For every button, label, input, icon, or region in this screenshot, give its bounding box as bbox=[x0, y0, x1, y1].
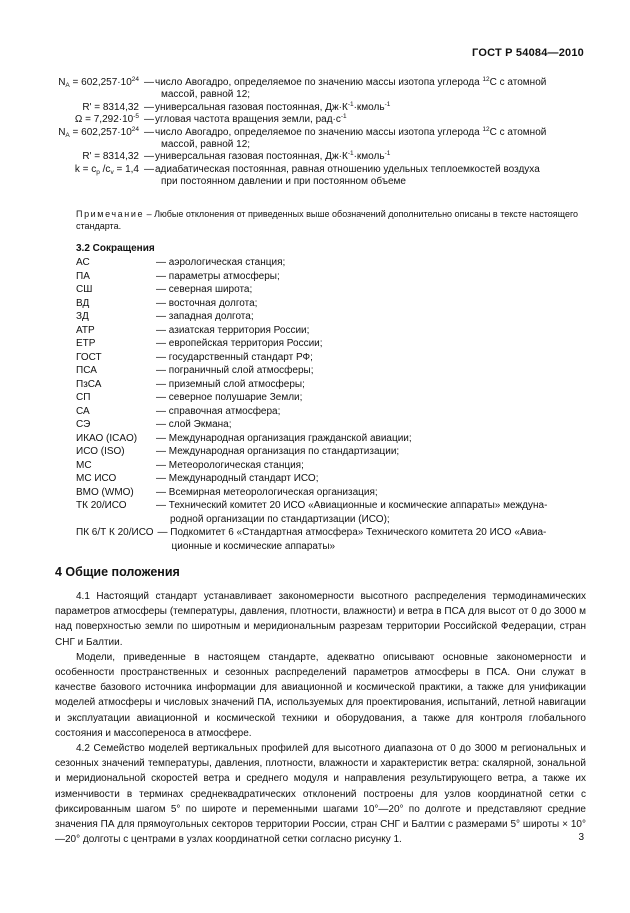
abbreviation-definition: — северная широта; bbox=[156, 284, 253, 295]
abbreviation-row bbox=[76, 364, 586, 378]
abbreviation-term: АТР bbox=[76, 324, 95, 336]
symbol-definition: число Авогадро, определяемое по значению массы изотопа углерода $^{12}$С с атомной массой, равной 12; bbox=[155, 125, 547, 151]
abbreviation-row bbox=[76, 256, 586, 270]
abbreviation-term: СА bbox=[76, 405, 90, 417]
abbreviation-row bbox=[76, 472, 586, 486]
symbol-definition: универсальная газовая постоянная, $Дж\cdot К^{-1}\cdot кмоль^{-1}$ bbox=[155, 100, 391, 113]
abbreviation-row bbox=[76, 459, 586, 473]
abbreviation-row bbox=[76, 297, 586, 311]
abbreviation-definition: — Международная организация по стандартизации; bbox=[156, 446, 400, 457]
section-body bbox=[55, 589, 586, 847]
abbreviation-definition: — азиатская территория России; bbox=[156, 324, 310, 336]
symbol-cell: $\Omega = 7,292\cdot 10^{-5}$ bbox=[74, 113, 139, 126]
abbreviation-term: АС bbox=[76, 257, 90, 268]
abbreviation-term: СЭ bbox=[76, 419, 91, 430]
abbreviation-term: ВМО (WMO) bbox=[76, 486, 134, 498]
abbreviation-term: ЗД bbox=[76, 311, 89, 322]
abbreviation-definition: — восточная долгота; bbox=[156, 297, 258, 309]
symbol-row bbox=[55, 164, 585, 189]
abbreviation-definition: — Международный стандарт ИСО; bbox=[156, 473, 319, 484]
abbreviation-row bbox=[76, 270, 586, 284]
abbreviation-definition: — справочная атмосфера; bbox=[156, 405, 281, 417]
symbol-cell: $N_A = 602,257\cdot 10^{24}$ bbox=[58, 76, 139, 89]
abbreviation-term: ПК 6/Т К 20/ИСО bbox=[76, 527, 154, 538]
abbreviation-row bbox=[76, 418, 586, 432]
abbreviation-row bbox=[76, 432, 586, 446]
dash: — bbox=[144, 77, 154, 88]
note-text: – Любые отклонения от приведенных выше обозначений дополнительно описаны в тексте настоящего стандарта. bbox=[76, 209, 579, 231]
abbreviation-definition: — аэрологическая станция; bbox=[156, 257, 286, 268]
abbreviation-term: СШ bbox=[76, 284, 93, 295]
abbreviation-row bbox=[76, 391, 586, 405]
abbreviation-row bbox=[76, 337, 586, 351]
dash: — bbox=[144, 151, 154, 163]
abbreviation-row bbox=[76, 310, 586, 324]
symbol-definition: число Авогадро, определяемое по значению массы изотопа углерода $^{12}$С с атомной массой, равной 12; bbox=[155, 76, 547, 101]
abbreviation-row bbox=[76, 526, 586, 553]
page-number: 3 bbox=[578, 832, 584, 843]
section-heading: 4 Общие положения bbox=[55, 565, 180, 579]
abbreviation-term: ПСА bbox=[76, 365, 97, 376]
symbol-cell: R' = 8314,32 bbox=[82, 151, 139, 163]
abbreviation-row bbox=[76, 499, 586, 526]
abbreviation-definition: — Технический комитет 20 ИСО «Авиационные и космические аппараты» междуна- родной организации по стандартизации (ИСО); bbox=[156, 500, 548, 525]
dash: — bbox=[144, 126, 154, 138]
symbols-table bbox=[55, 77, 585, 189]
abbreviation-row bbox=[76, 324, 586, 338]
symbol-row bbox=[55, 151, 585, 163]
abbreviations-list bbox=[76, 256, 586, 553]
symbol-cell: $N_A = 602,257\cdot 10^{24}$ bbox=[58, 125, 139, 139]
dash: — bbox=[144, 101, 154, 113]
symbol-cell: $k = c_p$ $/c_v = 1,4$ bbox=[74, 163, 139, 176]
abbreviation-row bbox=[76, 486, 586, 500]
abbreviation-term: МС bbox=[76, 459, 92, 471]
symbol-definition: угловая частота вращения земли, $рад\cdot с^{-1}$ bbox=[155, 113, 347, 126]
abbreviation-definition: — западная долгота; bbox=[156, 311, 254, 322]
body-paragraph: 4.1 Настоящий стандарт устанавливает закономерности высотного распределения термодинамических параметров атмосферы (температуры, давления, плотности, влажности) и ветра в ПСА для высот от 0 до 3000 м над поверхностью земли по широтным и меридиональным разрезам территории Российской Федерации, стран СНГ и Балтии. bbox=[55, 591, 586, 648]
abbreviation-term: ТК 20/ИСО bbox=[76, 500, 127, 511]
symbol-definition: универсальная газовая постоянная, $Дж\cdot К^{-1}\cdot кмоль^{-1}$ bbox=[155, 150, 391, 163]
abbreviation-row bbox=[76, 351, 586, 365]
symbol-row bbox=[55, 127, 585, 152]
symbol-cell: R' = 8314,32 bbox=[82, 101, 139, 113]
abbreviation-row bbox=[76, 378, 586, 392]
body-paragraph: Модели, приведенные в настоящем стандарте, адекватно описывают основные закономерности и особенности пространственных и сезонных распределений параметров атмосферы в ПСА. Они служат в качестве базового источника информации для авиационной и космической практики, а также для унификации моделей атмосферы и числовых значений ПА, используемых для проектирования, испытаний, летной навигации и эксплуатации авиационной и космической техники и оборудования, а также для контроля глобального состояния и массопереноса в атмосфере. bbox=[55, 651, 586, 739]
abbreviation-definition: — государственный стандарт РФ; bbox=[156, 351, 313, 363]
abbreviation-term: ВД bbox=[76, 297, 90, 309]
abbreviation-term: МС ИСО bbox=[76, 473, 117, 484]
note-paragraph bbox=[76, 208, 586, 232]
abbreviation-term: ПзСА bbox=[76, 378, 102, 390]
abbreviation-term: СП bbox=[76, 392, 91, 403]
abbreviation-term: ИСО (ISO) bbox=[76, 446, 125, 457]
abbreviation-term: ПА bbox=[76, 270, 90, 282]
abbreviation-definition: — европейская территория России; bbox=[156, 338, 323, 349]
symbol-definition: адиабатическая постоянная, равная отношению удельных теплоемкостей воздуха при постоянном давлении и при постоянном объеме bbox=[155, 163, 540, 188]
abbreviation-term: ГОСТ bbox=[76, 351, 102, 363]
dash: — bbox=[144, 114, 154, 126]
standard-header: ГОСТ Р 54084—2010 bbox=[472, 47, 584, 59]
abbreviation-row bbox=[76, 283, 586, 297]
abbreviation-definition: — слой Экмана; bbox=[156, 419, 232, 430]
abbreviation-row bbox=[76, 445, 586, 459]
abbreviation-term: ИКАО (ICAO) bbox=[76, 432, 138, 444]
abbreviation-definition: — параметры атмосферы; bbox=[156, 270, 280, 282]
abbreviation-definition: — северное полушарие Земли; bbox=[156, 392, 303, 403]
abbreviation-definition: — Международная организация гражданской авиации; bbox=[156, 432, 412, 444]
abbreviation-term: ЕТР bbox=[76, 338, 96, 349]
abbreviation-definition: — Всемирная метеорологическая организация; bbox=[156, 486, 378, 498]
abbreviation-row bbox=[76, 405, 586, 419]
abbreviation-definition: — Метеорологическая станция; bbox=[156, 459, 304, 471]
symbol-row bbox=[55, 77, 585, 102]
dash: — bbox=[144, 163, 154, 175]
abbreviation-definition: — пограничный слой атмосферы; bbox=[156, 365, 314, 376]
note-label: Примечание bbox=[76, 209, 145, 219]
abbreviation-definition: — Подкомитет 6 «Стандартная атмосфера» Технического комитета 20 ИСО «Авиа- ционные и космические аппараты» bbox=[157, 527, 547, 552]
abbreviations-heading: 3.2 Сокращения bbox=[76, 243, 155, 254]
abbreviation-definition: — приземный слой атмосферы; bbox=[156, 378, 305, 390]
body-paragraph: 4.2 Семейство моделей вертикальных профилей для высотного диапазона от 0 до 3000 м региональных и сезонных значений температуры, давления, плотности, влажности и характеристик ветра: скалярной, зональной и меридиональной скоростей ветра и среднего модуля и направления результирующего ветра, а также их изменчивости в терминах среднеквадратических отклонений построены для узлов координатной сетки с фиксированным шагом 5° по широте и переменными шагами 10°—20° по долготе и представляют средние значения ПА для прямоугольных секторов территории России, стран СНГ и Балтии с размерами 5° широты × 10°—20° долготы с центрами в узлах координатной сетки согласно рисунку 1. bbox=[55, 743, 586, 846]
